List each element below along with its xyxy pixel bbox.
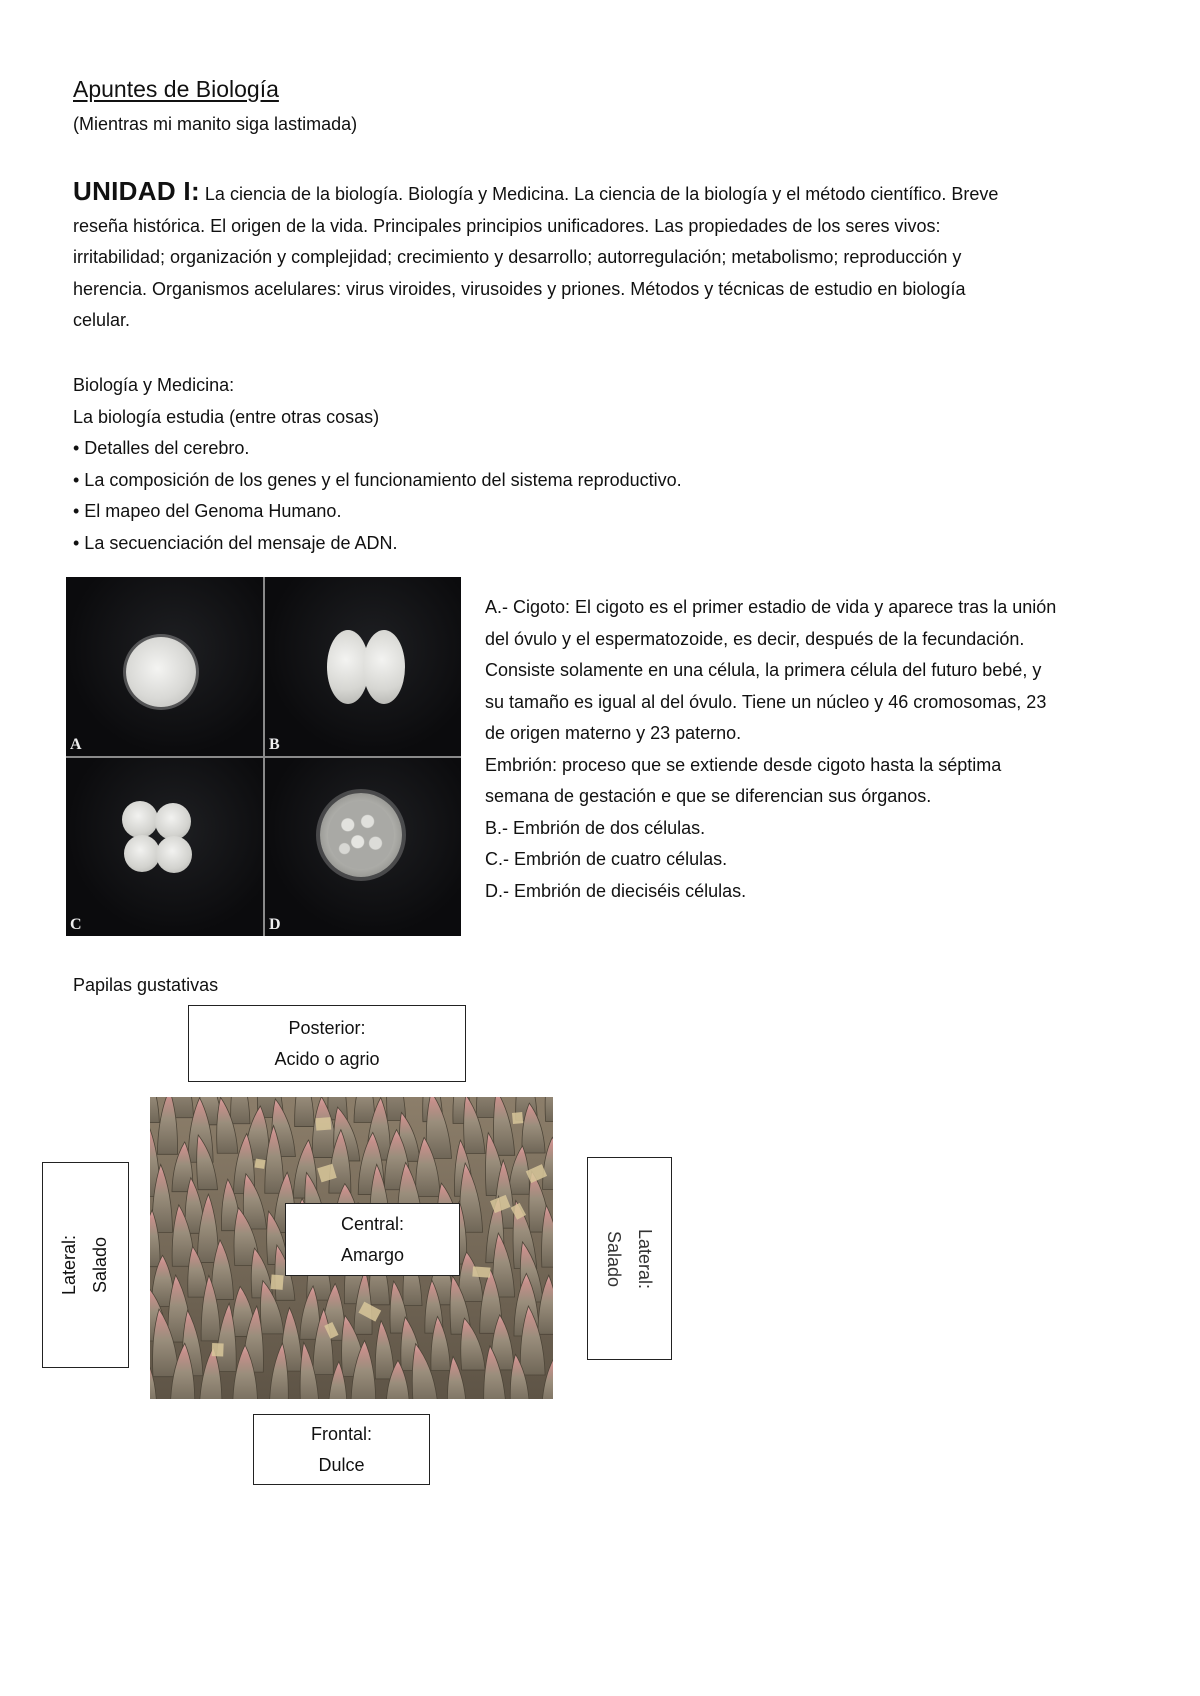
document-subtitle: (Mientras mi manito siga lastimada): [73, 114, 358, 134]
box-line: Lateral:: [59, 1234, 80, 1296]
unit-line: celular.: [73, 310, 131, 330]
text-line: de origen materno y 23 paterno.: [485, 723, 742, 743]
embryo-panel-a: [66, 577, 263, 756]
unit-line: irritabilidad; organización y complejidad; crecimiento y desarrollo; autorregulación; metabolismo; reproducción y: [73, 247, 962, 267]
biologia-medicina-section: [73, 370, 682, 559]
unit-line: herencia. Organismos acelulares: virus viroides, virusoides y priones. Métodos y técnicas de estudio en biología: [73, 278, 966, 299]
frontal-label-box: [253, 1414, 430, 1485]
blastomere: [155, 803, 191, 840]
embryo-panel-b: [265, 577, 461, 756]
lateral-left-label-box: [42, 1162, 129, 1368]
embryo-panel-c: [66, 758, 263, 936]
posterior-label-box: [188, 1005, 466, 1082]
text-line: del óvulo y el espermatozoide, es decir, después de la fecundación.: [485, 628, 1025, 649]
debris-fleck: [212, 1343, 224, 1356]
box-line: Amargo: [340, 1244, 405, 1265]
blastomere: [363, 630, 405, 704]
zygote-description: [485, 592, 1135, 907]
box-line: Acido o agrio: [274, 1048, 380, 1069]
central-label-box: [285, 1203, 460, 1276]
box-line: Frontal:: [310, 1423, 373, 1444]
text-line: semana de gestación e que se diferencian sus órganos.: [485, 786, 932, 806]
box-line: Lateral:: [635, 1228, 656, 1289]
bullet-item: • Detalles del cerebro.: [73, 438, 250, 458]
text-line: B.- Embrión de dos células.: [485, 817, 706, 838]
document-title: Apuntes de Biología: [73, 76, 279, 102]
embryo-stages-image: [66, 577, 461, 936]
zygote-cell: [126, 637, 196, 707]
sixteen-cell-embryo: [320, 793, 402, 877]
panel-label: D: [269, 916, 281, 933]
two-cell-embryo: [327, 630, 405, 704]
embryo-texture: [328, 801, 394, 869]
papilla-shape: [231, 1097, 250, 1124]
box-line: Central:: [340, 1213, 405, 1234]
text-line: su tamaño es igual al del óvulo. Tiene un núcleo y 46 cromosomas, 23: [485, 691, 1047, 712]
text-line: A.- Cigoto: El cigoto es el primer estadio de vida y aparece tras la unión: [485, 597, 1057, 617]
unit-heading: UNIDAD I:: [73, 176, 200, 206]
section-heading: Biología y Medicina:: [73, 375, 235, 395]
panel-label: A: [70, 736, 82, 753]
blastomere: [124, 835, 160, 872]
box-line: Posterior:: [288, 1017, 366, 1038]
bullet-item: • La composición de los genes y el funcionamiento del sistema reproductivo.: [73, 469, 682, 490]
debris-fleck: [472, 1266, 490, 1277]
bullet-item: • El mapeo del Genoma Humano.: [73, 501, 342, 521]
vertical-label: [54, 1235, 116, 1295]
panel-label: C: [70, 916, 82, 933]
text-line: Embrión: proceso que se extiende desde cigoto hasta la séptima: [485, 754, 1002, 775]
text-line: D.- Embrión de dieciséis células.: [485, 880, 747, 901]
unit-line: La ciencia de la biología. Biología y Medicina. La ciencia de la biología y el método científico. Breve: [199, 184, 999, 204]
text-line: Consiste solamente en una célula, la primera célula del futuro bebé, y: [485, 660, 1042, 680]
lateral-right-label-box: [587, 1157, 672, 1360]
bullet-item: • La secuenciación del mensaje de ADN.: [73, 532, 398, 553]
papilas-title: Papilas gustativas: [73, 975, 219, 995]
vertical-label: [598, 1228, 660, 1288]
debris-fleck: [255, 1159, 266, 1169]
unit-paragraph: [73, 176, 1113, 337]
papilla-shape: [295, 1097, 315, 1127]
debris-fleck: [271, 1274, 284, 1289]
section-intro: La biología estudia (entre otras cosas): [73, 406, 380, 427]
unit-line: reseña histórica. El origen de la vida. Principales principios unificadores. Las propiedades de los seres vivos:: [73, 215, 941, 236]
box-line: Salado: [604, 1230, 625, 1287]
box-line: Dulce: [318, 1454, 365, 1475]
box-line: Salado: [90, 1236, 111, 1294]
panel-label: B: [269, 736, 280, 753]
debris-fleck: [512, 1112, 523, 1124]
text-line: C.- Embrión de cuatro células.: [485, 849, 728, 869]
embryo-panel-d: [265, 758, 461, 936]
debris-fleck: [315, 1117, 331, 1130]
blastomere: [122, 801, 158, 838]
blastomere: [156, 836, 192, 873]
four-cell-embryo: [122, 801, 192, 873]
papilla-shape: [354, 1097, 375, 1122]
papilla-shape: [545, 1097, 553, 1122]
